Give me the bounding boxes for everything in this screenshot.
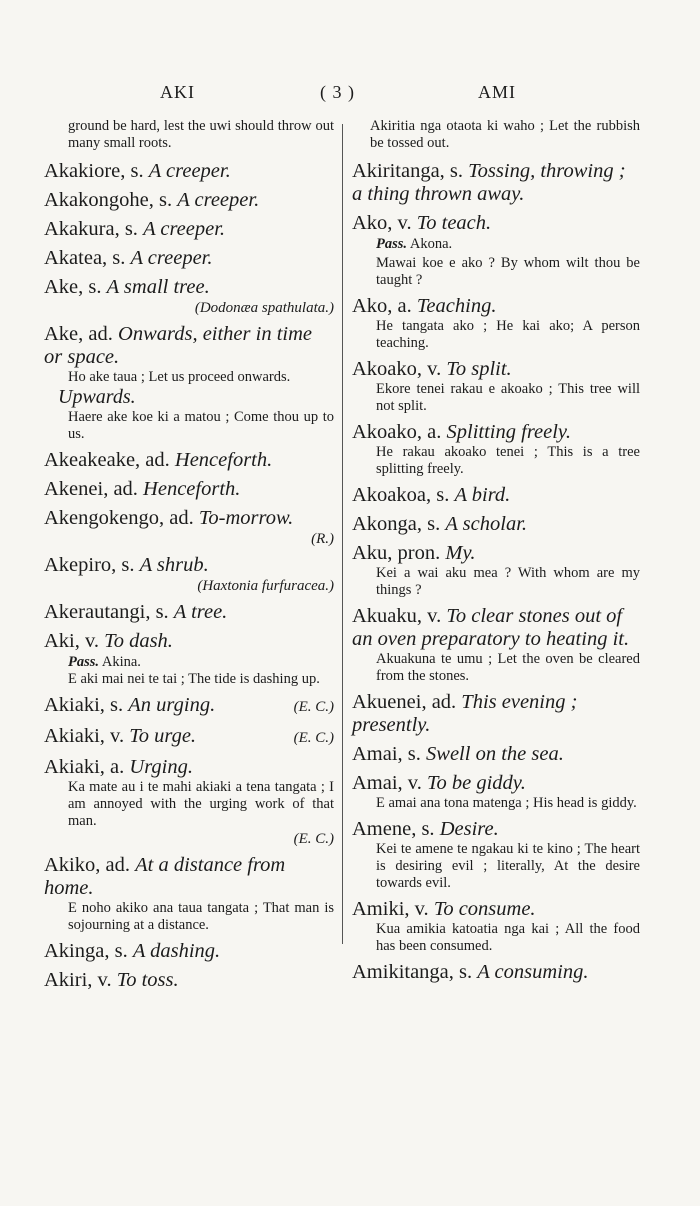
entry-akiri — [44, 969, 334, 992]
header-left-guide-word: AKI — [160, 82, 195, 102]
definition: Splitting freely. — [446, 421, 572, 443]
entry-akepiro — [44, 554, 334, 595]
entry-akiritanga — [352, 160, 640, 206]
definition: At a distance from home. — [44, 854, 286, 899]
headword: Akiaki, a. — [44, 756, 125, 778]
entry-akeakeake — [44, 449, 334, 472]
source-tag: (E. C.) — [293, 831, 334, 847]
entry-ako-v — [352, 212, 640, 289]
entry-akerautangi — [44, 601, 334, 624]
source-tag: (R.) — [311, 531, 334, 547]
headword: Akiaki, v. — [44, 725, 125, 747]
headword: Akonga, s. — [352, 513, 441, 535]
headword: Akengokengo, ad. — [44, 507, 194, 529]
definition: To teach. — [416, 212, 492, 234]
entry-aku — [352, 542, 640, 599]
headword: Amiki, v. — [352, 898, 429, 920]
definition: Swell on the sea. — [426, 743, 564, 765]
definition: To consume. — [433, 898, 536, 920]
entry-akakiore — [44, 160, 334, 183]
entry-akuenei — [352, 691, 640, 737]
example: E amai ana tona matenga ; His head is giddy. — [376, 795, 637, 811]
headword: Akoako, v. — [352, 358, 442, 380]
page-number: ( 3 ) — [320, 82, 355, 102]
definition: A small tree. — [106, 276, 210, 298]
headword: Akiko, ad. — [44, 854, 130, 876]
headword: Akuaku, v. — [352, 605, 442, 627]
left-column — [44, 118, 334, 998]
headword: Akiri, v. — [44, 969, 112, 991]
entry-aki — [44, 630, 334, 688]
headword: Akoakoa, s. — [352, 484, 450, 506]
entry-amiki — [352, 898, 640, 955]
headword: Amai, s. — [352, 743, 421, 765]
right-column — [352, 118, 640, 990]
definition: A scholar. — [445, 513, 528, 535]
example: Kei te amene te ngakau ki te kino ; The heart is desiring evil ; literally, At the desire towards evil. — [376, 841, 640, 891]
headword: Amai, v. — [352, 772, 422, 794]
definition: My. — [445, 542, 476, 564]
sub-sense: Upwards. — [58, 386, 136, 408]
botanical-name: (Haxtonia furfuracea.) — [197, 578, 334, 594]
definition: Henceforth. — [143, 478, 241, 500]
headword: Aku, pron. — [352, 542, 441, 564]
definition: To clear stones out of an oven preparatory to heating it. — [352, 605, 630, 650]
example: Ekore tenei rakau e akoako ; This tree will not split. — [376, 381, 640, 414]
entry-akoakoa — [352, 484, 640, 507]
definition: A bird. — [454, 484, 511, 506]
example: E noho akiko ana taua tangata ; That man is sojourning at a distance. — [68, 900, 334, 933]
headword: Akeakeake, ad. — [44, 449, 170, 471]
entry-ake-s — [44, 276, 334, 317]
headword: Akiaki, s. — [44, 694, 124, 716]
headword: Akinga, s. — [44, 940, 128, 962]
entry-akatea — [44, 247, 334, 270]
source-tag: (E. C.) — [293, 699, 334, 715]
definition: A creeper. — [148, 160, 231, 182]
entry-akonga — [352, 513, 640, 536]
headword: Akakiore, s. — [44, 160, 144, 182]
definition: To dash. — [104, 630, 173, 652]
definition: To-morrow. — [198, 507, 294, 529]
definition: Tossing, throwing ; a thing thrown away. — [352, 160, 626, 205]
definition: To split. — [446, 358, 512, 380]
entry-amai-v — [352, 772, 640, 812]
column-divider — [342, 124, 343, 944]
definition: Urging. — [129, 756, 193, 778]
definition: This evening ; presently. — [352, 691, 578, 736]
entry-akoako-a — [352, 421, 640, 478]
definition: Onwards, either in time or space. — [44, 323, 312, 368]
example: E aki mai nei te tai ; The tide is dashing up. — [68, 671, 320, 687]
headword: Ako, v. — [352, 212, 412, 234]
headword: Akenei, ad. — [44, 478, 138, 500]
example: Haere ake koe ki a matou ; Come thou up to us. — [68, 409, 334, 442]
definition: A creeper. — [177, 189, 260, 211]
entry-ake-ad — [44, 323, 334, 443]
entry-amene — [352, 818, 640, 892]
entry-akiaki-s — [44, 694, 334, 719]
definition: A creeper. — [130, 247, 213, 269]
entry-akakongohe — [44, 189, 334, 212]
entry-akiaki-a — [44, 756, 334, 848]
entry-amikitanga — [352, 961, 640, 984]
headword: Ake, ad. — [44, 323, 113, 345]
entry-akakura — [44, 218, 334, 241]
entry-akinga — [44, 940, 334, 963]
definition: Desire. — [439, 818, 499, 840]
entry-ako-a — [352, 295, 640, 352]
entry-akengokengo — [44, 507, 334, 548]
example: Kei a wai aku mea ? With whom are my things ? — [376, 565, 640, 598]
continued-text: Akiritia nga otaota ki waho ; Let the rubbish be tossed out. — [370, 118, 640, 151]
definition: An urging. — [128, 694, 216, 716]
example: Ka mate au i te mahi akiaki a tena tangata ; I am annoyed with the urging work of that man. — [68, 779, 334, 829]
definition: To urge. — [129, 725, 197, 747]
definition: A shrub. — [139, 554, 209, 576]
passive-form — [44, 653, 334, 671]
passive-label: Pass. — [68, 654, 100, 670]
headword: Akuenei, ad. — [352, 691, 457, 713]
headword: Akakongohe, s. — [44, 189, 173, 211]
example: He rakau akoako tenei ; This is a tree splitting freely. — [376, 444, 640, 477]
definition: Henceforth. — [174, 449, 273, 471]
headword: Akakura, s. — [44, 218, 138, 240]
entry-akuaku — [352, 605, 640, 685]
botanical-name: (Dodonæa spathulata.) — [194, 300, 334, 316]
passive-label: Pass. — [376, 236, 408, 252]
example: Kua amikia katoatia nga kai ; All the food has been consumed. — [376, 921, 640, 954]
headword: Akatea, s. — [44, 247, 126, 269]
example: He tangata ako ; He kai ako; A person teaching. — [376, 318, 640, 351]
definition: To be giddy. — [426, 772, 526, 794]
headword: Amene, s. — [352, 818, 435, 840]
entry-akenei — [44, 478, 334, 501]
entry-akiaki-v — [44, 725, 334, 750]
source-tag: (E. C.) — [293, 730, 334, 746]
passive-form — [352, 235, 640, 253]
entry-akoako-v — [352, 358, 640, 415]
definition: A tree. — [173, 601, 228, 623]
passive-value: Akina. — [101, 654, 141, 670]
definition: A dashing. — [132, 940, 221, 962]
header-right-guide-word: AMI — [478, 82, 516, 102]
definition: Teaching. — [416, 295, 497, 317]
entry-akiko — [44, 854, 334, 934]
page-header — [0, 82, 700, 110]
headword: Akoako, a. — [352, 421, 442, 443]
definition: To toss. — [116, 969, 179, 991]
example: Akuakuna te umu ; Let the oven be cleared from the stones. — [376, 651, 640, 684]
entry-amai-s — [352, 743, 640, 766]
continued-text: ground be hard, lest the uwi should throw out many small roots. — [68, 118, 334, 151]
headword: Ake, s. — [44, 276, 102, 298]
example: Mawai koe e ako ? By whom wilt thou be taught ? — [376, 255, 640, 288]
headword: Amikitanga, s. — [352, 961, 473, 983]
passive-value: Akona. — [409, 236, 453, 252]
definition: A consuming. — [477, 961, 589, 983]
example: Ho ake taua ; Let us proceed onwards. — [68, 369, 291, 385]
headword: Aki, v. — [44, 630, 100, 652]
headword: Akerautangi, s. — [44, 601, 169, 623]
headword: Akiritanga, s. — [352, 160, 464, 182]
headword: Akepiro, s. — [44, 554, 135, 576]
definition: A creeper. — [143, 218, 226, 240]
headword: Ako, a. — [352, 295, 412, 317]
